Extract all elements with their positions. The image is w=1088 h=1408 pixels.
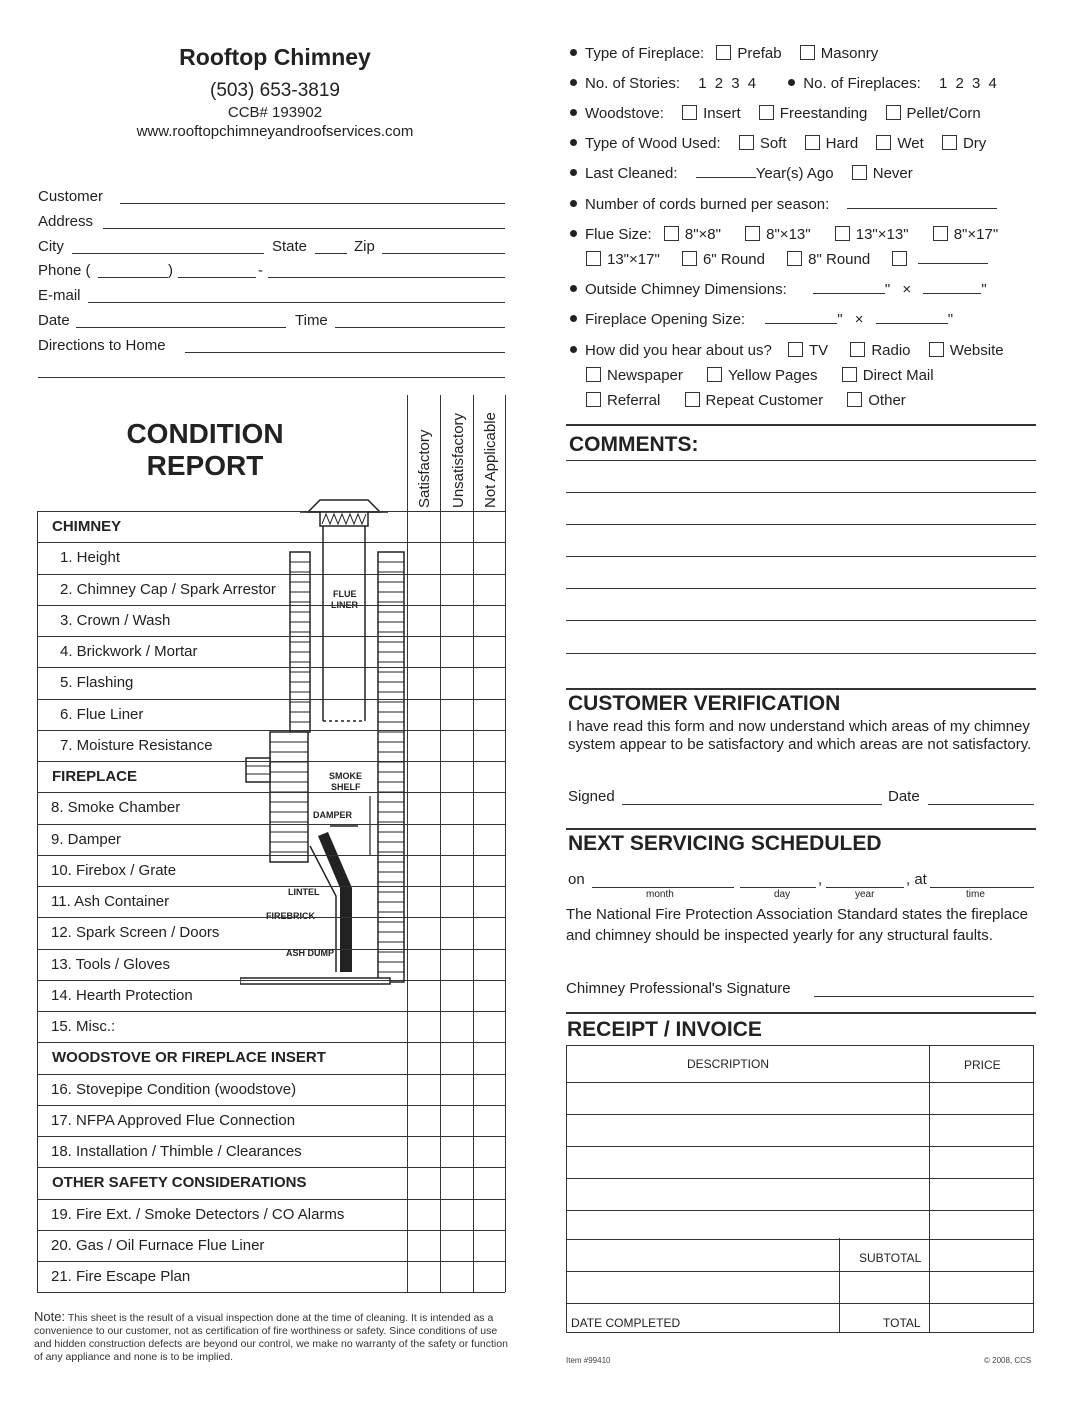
copyright: © 2008, CCS [984,1356,1032,1365]
professional-signature-field[interactable] [814,996,1034,997]
condition-row-line [37,1042,505,1043]
condition-cell-not-applicable[interactable] [474,700,505,729]
condition-cell-not-applicable[interactable] [474,887,505,916]
hard-checkbox[interactable] [805,135,820,150]
col-unsatisfactory: Unsatisfactory [450,412,467,508]
phone-paren: ) [168,262,173,279]
comments-line-1[interactable] [566,460,1036,461]
next-service-title: NEXT SERVICING SCHEDULED [568,832,882,855]
condition-cell-satisfactory[interactable] [408,793,439,822]
other-checkbox[interactable] [847,392,862,407]
woodstove: Woodstove: Insert Freestanding Pellet/Corn [570,105,987,122]
address-label: Address [38,213,94,230]
condition-item-label: 19. Fire Ext. / Smoke Detectors / CO Alarms [51,1206,347,1223]
last-cleaned: Last Cleaned: Year(s) Ago Never [570,165,913,182]
city-label: City [38,238,64,255]
flue-8x13-checkbox[interactable] [745,226,760,241]
customer-label: Customer [38,188,104,205]
condition-cell-unsatisfactory[interactable] [441,668,472,697]
condition-section-header: FIREPLACE [52,768,140,785]
opening-size: Fireplace Opening Size: " × " [570,311,953,328]
col-satisfactory: Satisfactory [416,429,433,508]
flue-8x17-checkbox[interactable] [933,226,948,241]
next-month-field[interactable] [592,887,734,888]
condition-row-line [37,511,505,512]
condition-report-title: CONDITION REPORT [126,418,284,481]
tv-checkbox[interactable] [788,342,803,357]
pellet-corn-checkbox[interactable] [886,105,901,120]
phone-dash: - [258,262,263,279]
condition-cell-unsatisfactory[interactable] [441,575,472,604]
condition-item-label: 11. Ash Container [51,893,172,910]
soft-checkbox[interactable] [739,135,754,150]
cords-field[interactable] [847,208,997,209]
condition-item-label: 7. Moisture Resistance [60,737,216,754]
total-label: TOTAL [883,1316,921,1330]
condition-cell-unsatisfactory[interactable] [441,1075,472,1104]
directions-field-2[interactable] [38,377,505,378]
condition-item-label: 2. Chimney Cap / Spark Arrestor [60,581,279,598]
condition-cell-not-applicable[interactable] [474,1106,505,1135]
condition-cell-not-applicable[interactable] [474,668,505,697]
next-time-field[interactable] [930,887,1034,888]
state-label: State [272,238,308,255]
phone-area-field[interactable] [98,277,168,278]
next-year-field[interactable] [826,887,904,888]
condition-item-label: 3. Crown / Wash [60,612,173,629]
hear-about-row2: Newspaper Yellow Pages Direct Mail [578,367,940,384]
diagram-label-lintel: LINTEL [288,887,320,897]
condition-item-label: 9. Damper [51,831,124,848]
price-header: PRICE [964,1058,1001,1072]
professional-signature-label: Chimney Professional's Signature [566,980,791,997]
comments-title: COMMENTS: [569,433,699,456]
condition-cell-satisfactory[interactable] [408,731,439,760]
comments-line-4[interactable] [566,556,1036,557]
condition-cell-satisfactory[interactable] [408,918,439,947]
condition-cell-not-applicable[interactable] [474,1012,505,1041]
condition-cell-not-applicable[interactable] [474,825,505,854]
fireplaces-options[interactable]: 1 2 3 4 [938,75,999,92]
referral-checkbox[interactable] [586,392,601,407]
condition-cell-not-applicable[interactable] [474,1200,505,1229]
freestanding-checkbox[interactable] [759,105,774,120]
condition-item-label: 8. Smoke Chamber [51,799,183,816]
email-field[interactable] [88,302,505,303]
condition-cell-not-applicable[interactable] [474,543,505,572]
date-field[interactable] [76,327,286,328]
hear-about-us: How did you hear about us? TV Radio Website [570,342,1010,359]
description-header: DESCRIPTION [687,1057,770,1071]
condition-cell-unsatisfactory[interactable] [441,825,472,854]
directions-label: Directions to Home [38,337,166,354]
repeat-customer-checkbox[interactable] [685,392,700,407]
condition-cell-unsatisfactory[interactable] [441,1012,472,1041]
phone-line-field[interactable] [268,277,505,278]
condition-row-line [37,761,505,762]
condition-cell-not-applicable[interactable] [474,918,505,947]
condition-cell-not-applicable[interactable] [474,606,505,635]
condition-cell-satisfactory[interactable] [408,543,439,572]
radio-checkbox[interactable] [850,342,865,357]
condition-cell-satisfactory[interactable] [408,1106,439,1135]
condition-cell-satisfactory[interactable] [408,668,439,697]
invoice-row[interactable] [567,1271,1033,1304]
comments-line-6[interactable] [566,620,1036,621]
invoice-title: RECEIPT / INVOICE [567,1018,762,1041]
condition-cell-unsatisfactory[interactable] [441,1200,472,1229]
condition-item-label: 15. Misc.: [51,1018,118,1035]
condition-section-header: WOODSTOVE OR FIREPLACE INSERT [52,1049,329,1066]
zip-label: Zip [354,238,375,255]
condition-cell-unsatisfactory[interactable] [441,1262,472,1291]
condition-cell-satisfactory[interactable] [408,887,439,916]
condition-cell-satisfactory[interactable] [408,1137,439,1166]
condition-cell-satisfactory[interactable] [408,1262,439,1291]
last-cleaned-field[interactable] [696,177,756,178]
condition-item-label: 16. Stovepipe Condition (woodstove) [51,1081,299,1098]
flue-size-row2: 13"×17" 6" Round 8" Round [578,251,988,268]
invoice-row[interactable] [567,1178,1033,1211]
condition-cell-unsatisfactory[interactable] [441,606,472,635]
condition-cell-satisfactory[interactable] [408,825,439,854]
invoice-row[interactable] [567,1082,1033,1115]
type-of-wood: Type of Wood Used: Soft Hard Wet Dry [570,135,992,152]
outside-dim-1[interactable] [813,293,885,294]
condition-cell-unsatisfactory[interactable] [441,950,472,979]
condition-cell-unsatisfactory[interactable] [441,887,472,916]
condition-cell-satisfactory[interactable] [408,637,439,666]
flue-13x17-checkbox[interactable] [586,251,601,266]
opening-dim-1[interactable] [765,323,837,324]
cords-burned: Number of cords burned per season: [570,196,997,213]
flue-13x13-checkbox[interactable] [835,226,850,241]
masonry-checkbox[interactable] [800,45,815,60]
condition-cell-unsatisfactory[interactable] [441,981,472,1010]
condition-item-label: 4. Brickwork / Mortar [60,643,201,660]
email-label: E-mail [38,287,81,304]
phone-label: Phone ( [38,262,91,279]
dry-checkbox[interactable] [942,135,957,150]
condition-cell-unsatisfactory[interactable] [441,543,472,572]
comments-line-3[interactable] [566,524,1036,525]
time-label: Time [295,312,328,329]
condition-cell-unsatisfactory[interactable] [441,637,472,666]
condition-cell-satisfactory[interactable] [408,1075,439,1104]
wet-checkbox[interactable] [876,135,891,150]
invoice-row[interactable] [567,1114,1033,1147]
condition-item-label: 18. Installation / Thimble / Clearances [51,1143,305,1160]
inspection-note: Note: This sheet is the result of a visual inspection done at the time of cleaning. It is intended as a convenience to our customer, not as certification of fire worthiness or safety. Since conditions of use and hidden construction defects are beyond our control, we make no warranty of the safety or function of any appliance and none is to be implied. [34,1309,508,1363]
condition-section-header: CHIMNEY [52,518,124,535]
condition-cell-not-applicable[interactable] [474,950,505,979]
condition-item-label: 5. Flashing [60,674,136,691]
subtotal-label: SUBTOTAL [859,1251,922,1265]
condition-cell-satisfactory[interactable] [408,1200,439,1229]
flue-size: Flue Size: 8"×8" 8"×13" 13"×13" 8"×17" [570,226,1004,243]
insert-checkbox[interactable] [682,105,697,120]
condition-cell-satisfactory[interactable] [408,981,439,1010]
next-day-field[interactable] [740,887,816,888]
condition-cell-not-applicable[interactable] [474,1137,505,1166]
flue-other-checkbox[interactable] [892,251,907,266]
address-field[interactable] [103,228,505,229]
outside-dim-2[interactable] [923,293,981,294]
condition-section-header: OTHER SAFETY CONSIDERATIONS [52,1174,309,1191]
condition-cell-unsatisfactory[interactable] [441,1231,472,1260]
condition-item-label: 10. Firebox / Grate [51,862,179,879]
diagram-label-shelf: SHELF [331,782,361,792]
opening-dim-2[interactable] [876,323,948,324]
direct-mail-checkbox[interactable] [842,367,857,382]
phone-prefix-field[interactable] [178,277,256,278]
condition-item-label: 13. Tools / Gloves [51,956,173,973]
date-label: Date [38,312,70,329]
condition-cell-not-applicable[interactable] [474,637,505,666]
condition-cell-satisfactory[interactable] [408,1231,439,1260]
invoice-row[interactable] [567,1146,1033,1179]
newspaper-checkbox[interactable] [586,367,601,382]
verification-date-field[interactable] [928,804,1034,805]
condition-cell-satisfactory[interactable] [408,606,439,635]
prefab-checkbox[interactable] [716,45,731,60]
stories-options[interactable]: 1 2 3 4 [698,75,759,92]
verification-title: CUSTOMER VERIFICATION [568,692,841,715]
item-number: Item #99410 [566,1356,611,1365]
diagram-label-flue: FLUE [333,589,357,599]
company-phone: (503) 653-3819 [210,80,340,101]
condition-cell-satisfactory[interactable] [408,856,439,885]
condition-row-line [37,1292,505,1293]
condition-cell-not-applicable[interactable] [474,575,505,604]
condition-item-label: 17. NFPA Approved Flue Connection [51,1112,298,1129]
subtotal-row[interactable] [567,1239,1033,1272]
condition-cell-not-applicable[interactable] [474,856,505,885]
condition-item-label: 6. Flue Liner [60,706,146,723]
condition-cell-unsatisfactory[interactable] [441,856,472,885]
diagram-label-smoke: SMOKE [329,771,363,781]
time-field[interactable] [335,327,505,328]
condition-cell-satisfactory[interactable] [408,575,439,604]
condition-cell-unsatisfactory[interactable] [441,1137,472,1166]
condition-cell-not-applicable[interactable] [474,731,505,760]
hear-about-row3: Referral Repeat Customer Other [578,392,912,409]
nfpa-text: The National Fire Protection Association Standard states the fireplace and chimney should be inspected yearly for any structural faults. [566,906,1028,944]
condition-cell-satisfactory[interactable] [408,1012,439,1041]
condition-item-label: 1. Height [60,549,123,566]
condition-cell-unsatisfactory[interactable] [441,731,472,760]
diagram-label-damper: DAMPER [313,810,353,820]
condition-item-label: 14. Hearth Protection [51,987,196,1004]
comments-line-5[interactable] [566,588,1036,589]
condition-item-label: 21. Fire Escape Plan [51,1268,193,1285]
comments-line-7[interactable] [566,653,1036,654]
flue-6-round-checkbox[interactable] [682,251,697,266]
stories-fireplaces: No. of Stories: 1 2 3 4 No. of Fireplaces: 1 2 3 4 [570,75,999,92]
date-completed-label: DATE COMPLETED [571,1316,681,1330]
col-not-applicable: Not Applicable [482,412,499,508]
diagram-label-liner: LINER [331,600,358,610]
verification-date-label: Date [888,788,920,805]
condition-row-line [37,1167,505,1168]
condition-item-label: 12. Spark Screen / Doors [51,924,222,941]
condition-cell-satisfactory[interactable] [408,950,439,979]
customer-field[interactable] [120,203,505,204]
flue-8x8-checkbox[interactable] [664,226,679,241]
diagram-label-ash-dump: ASH DUMP [286,948,335,958]
condition-cell-not-applicable[interactable] [474,1075,505,1104]
condition-cell-not-applicable[interactable] [474,1262,505,1291]
never-checkbox[interactable] [852,165,867,180]
condition-cell-unsatisfactory[interactable] [441,918,472,947]
condition-cell-not-applicable[interactable] [474,1231,505,1260]
zip-field[interactable] [382,253,505,254]
outside-dimensions: Outside Chimney Dimensions: " × " [570,281,987,298]
comments-line-2[interactable] [566,492,1036,493]
website-checkbox[interactable] [929,342,944,357]
flue-other-field[interactable] [918,263,988,264]
yellow-pages-checkbox[interactable] [707,367,722,382]
diagram-label-firebrick: FIREBRICK [266,911,315,921]
condition-cell-satisfactory[interactable] [408,700,439,729]
signed-field[interactable] [622,804,882,805]
invoice-table [566,1045,1034,1333]
company-header [40,44,510,140]
condition-cell-unsatisfactory[interactable] [441,793,472,822]
condition-cell-not-applicable[interactable] [474,793,505,822]
condition-cell-unsatisfactory[interactable] [441,700,472,729]
on-label: on [568,871,585,888]
company-name: Rooftop Chimney [179,44,371,70]
signed-label: Signed [568,788,615,805]
type-of-fireplace: Type of Fireplace: Prefab Masonry [570,45,884,62]
condition-cell-unsatisfactory[interactable] [441,1106,472,1135]
verification-text: I have read this form and now understand which areas of my chimney system appear to be satisfactory and which areas are not satisfactory. [568,718,1032,753]
state-field[interactable] [315,253,347,254]
invoice-row[interactable] [567,1210,1033,1240]
ccb-number: CCB# 193902 [227,104,323,121]
condition-cell-not-applicable[interactable] [474,981,505,1010]
company-website: www.rooftopchimneyandroofservices.com [136,123,414,140]
condition-item-label: 20. Gas / Oil Furnace Flue Liner [51,1237,267,1254]
city-field[interactable] [72,253,264,254]
flue-8-round-checkbox[interactable] [787,251,802,266]
directions-field[interactable] [185,352,505,353]
